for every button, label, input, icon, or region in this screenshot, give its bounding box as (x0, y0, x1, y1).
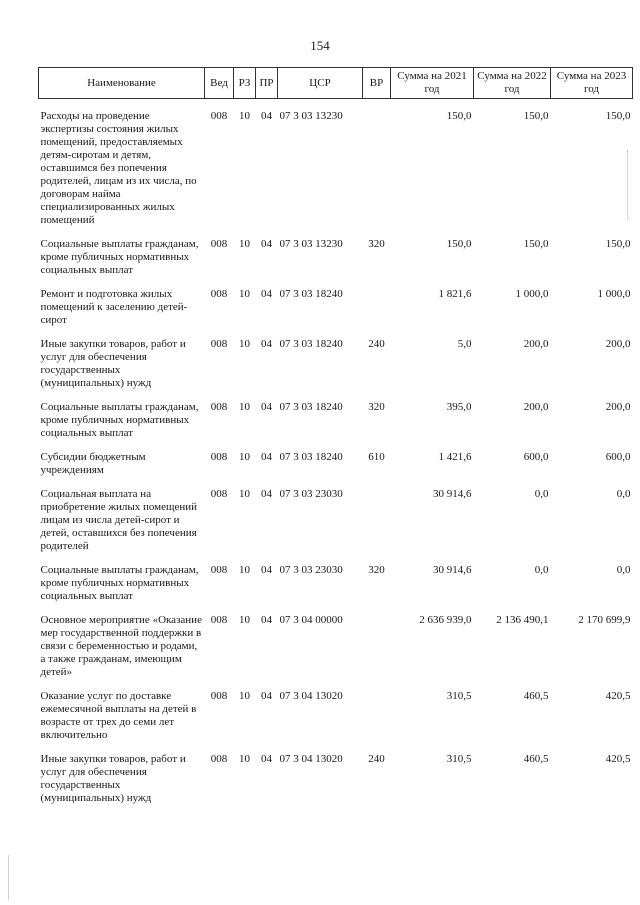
row-sum-2023: 600,0 (605, 451, 631, 463)
header-ved: Вед (205, 68, 234, 99)
row-pr: 04 (261, 564, 272, 576)
row-pr: 04 (261, 110, 272, 122)
row-name: Социальная выплата на приобретение жилых помещений лицам из числа детей-сирот и детей, оставшихся без попечения родителей (40, 488, 197, 552)
row-ved: 008 (210, 238, 228, 250)
row-sum-2021: 150,0 (446, 238, 472, 250)
table-header-row (39, 68, 633, 99)
table-row (39, 753, 633, 805)
row-name: Основное мероприятие «Оказание мер государственной поддержки в связи с беременностью и родами, а также гражданам, имеющим детей» (40, 614, 202, 678)
row-sum-2021: 1 821,6 (438, 288, 472, 300)
row-name: Иные закупки товаров, работ и услуг для обеспечения государственных (муниципальных) нужд (40, 338, 186, 389)
row-sum-2021: 150,0 (446, 110, 472, 122)
row-sum-2021: 1 421,6 (438, 451, 472, 463)
row-csr: 07 3 03 13230 (279, 110, 343, 122)
row-name: Оказание услуг по доставке ежемесячной выплаты на детей в возрасте от трех до семи лет включительно (40, 690, 197, 741)
table-row (39, 110, 633, 227)
row-csr: 07 3 04 00000 (279, 614, 343, 626)
row-ved: 008 (210, 338, 228, 350)
row-rz: 10 (239, 614, 250, 626)
row-csr: 07 3 03 23030 (279, 488, 343, 500)
header-sum-2021: Сумма на 2021 год (391, 68, 474, 99)
row-sum-2023: 2 170 699,9 (578, 614, 631, 626)
row-rz: 10 (239, 338, 250, 350)
row-vr: 320 (368, 401, 385, 413)
row-pr: 04 (261, 288, 272, 300)
row-sum-2023: 200,0 (605, 401, 631, 413)
row-sum-2021: 395,0 (446, 401, 472, 413)
row-ved: 008 (210, 488, 228, 500)
table-row (39, 690, 633, 742)
table-row (39, 288, 633, 327)
row-sum-2022: 2 136 490,1 (496, 614, 549, 626)
row-sum-2021: 310,5 (446, 690, 472, 702)
row-pr: 04 (261, 451, 272, 463)
row-rz: 10 (239, 451, 250, 463)
row-sum-2023: 420,5 (605, 753, 631, 765)
row-sum-2023: 420,5 (605, 690, 631, 702)
row-sum-2023: 200,0 (605, 338, 631, 350)
row-csr: 07 3 04 13020 (279, 753, 343, 765)
row-ved: 008 (210, 564, 228, 576)
row-pr: 04 (261, 614, 272, 626)
row-sum-2022: 0,0 (534, 564, 549, 576)
row-sum-2022: 600,0 (523, 451, 549, 463)
row-sum-2022: 150,0 (523, 238, 549, 250)
row-csr: 07 3 03 18240 (279, 451, 343, 463)
row-sum-2022: 460,5 (523, 690, 549, 702)
row-csr: 07 3 03 13230 (279, 238, 343, 250)
row-rz: 10 (239, 288, 250, 300)
row-sum-2022: 150,0 (523, 110, 549, 122)
row-csr: 07 3 04 13020 (279, 690, 343, 702)
row-rz: 10 (239, 110, 250, 122)
row-name: Иные закупки товаров, работ и услуг для обеспечения государственных (муниципальных) нужд (40, 753, 186, 804)
row-csr: 07 3 03 18240 (279, 401, 343, 413)
row-sum-2023: 150,0 (605, 110, 631, 122)
row-sum-2021: 30 914,6 (433, 488, 472, 500)
row-vr: 610 (368, 451, 385, 463)
table-row (39, 401, 633, 440)
scan-margin-mark (627, 150, 629, 220)
row-vr (363, 614, 391, 679)
row-vr (363, 488, 391, 553)
row-rz: 10 (239, 690, 250, 702)
table-row (39, 338, 633, 390)
header-vr: ВР (363, 68, 391, 99)
row-rz: 10 (239, 488, 250, 500)
row-sum-2023: 1 000,0 (597, 288, 631, 300)
row-vr: 320 (368, 564, 385, 576)
page-number: 154 (310, 38, 330, 53)
row-vr (363, 110, 391, 227)
row-sum-2022: 0,0 (534, 488, 549, 500)
row-vr: 240 (368, 338, 385, 350)
scan-margin-line (8, 855, 10, 900)
row-pr: 04 (261, 488, 272, 500)
row-name: Социальные выплаты гражданам, кроме публичных нормативных социальных выплат (40, 401, 199, 439)
header-rz: РЗ (234, 68, 256, 99)
row-vr: 240 (368, 753, 385, 765)
row-csr: 07 3 03 18240 (279, 288, 343, 300)
row-pr: 04 (261, 690, 272, 702)
row-sum-2021: 30 914,6 (433, 564, 472, 576)
row-sum-2022: 200,0 (523, 338, 549, 350)
row-csr: 07 3 03 18240 (279, 338, 343, 350)
row-rz: 10 (239, 753, 250, 765)
row-pr: 04 (261, 238, 272, 250)
header-csr: ЦСР (278, 68, 363, 99)
table-row (39, 564, 633, 603)
row-csr: 07 3 03 23030 (279, 564, 343, 576)
row-vr (363, 690, 391, 742)
row-sum-2023: 0,0 (616, 488, 631, 500)
row-pr: 04 (261, 401, 272, 413)
row-ved: 008 (210, 110, 228, 122)
row-ved: 008 (210, 451, 228, 463)
table-row (39, 451, 633, 477)
row-vr (363, 288, 391, 327)
table-row (39, 488, 633, 553)
row-vr: 320 (368, 238, 385, 250)
row-sum-2021: 310,5 (446, 753, 472, 765)
row-ved: 008 (210, 614, 228, 626)
header-sum-2023: Сумма на 2023 год (551, 68, 633, 99)
row-ved: 008 (210, 690, 228, 702)
row-rz: 10 (239, 401, 250, 413)
row-sum-2023: 0,0 (616, 564, 631, 576)
row-rz: 10 (239, 564, 250, 576)
row-name: Ремонт и подготовка жилых помещений к заселению детей-сирот (40, 288, 188, 326)
row-name: Социальные выплаты гражданам, кроме публичных нормативных социальных выплат (40, 564, 199, 602)
row-ved: 008 (210, 753, 228, 765)
row-ved: 008 (210, 288, 228, 300)
row-sum-2023: 150,0 (605, 238, 631, 250)
table-row (39, 614, 633, 679)
header-pr: ПР (256, 68, 278, 99)
table-row (39, 238, 633, 277)
header-sum-2022: Сумма на 2022 год (474, 68, 551, 99)
row-name: Субсидии бюджетным учреждениям (40, 451, 146, 476)
row-sum-2022: 200,0 (523, 401, 549, 413)
header-name: Наименование (39, 68, 205, 99)
row-sum-2022: 460,5 (523, 753, 549, 765)
budget-table (38, 67, 633, 805)
row-name: Расходы на проведение экспертизы состояния жилых помещений, предоставляемых детям-сиротам и детям, оставшимся без попечения родителей, лицам из их числа, по договорам найма специализированных жилых помещений (40, 110, 197, 226)
row-rz: 10 (239, 238, 250, 250)
row-sum-2022: 1 000,0 (515, 288, 549, 300)
row-name: Социальные выплаты гражданам, кроме публичных нормативных социальных выплат (40, 238, 199, 276)
row-sum-2021: 2 636 939,0 (419, 614, 472, 626)
row-pr: 04 (261, 338, 272, 350)
row-ved: 008 (210, 401, 228, 413)
row-sum-2021: 5,0 (457, 338, 472, 350)
row-pr: 04 (261, 753, 272, 765)
